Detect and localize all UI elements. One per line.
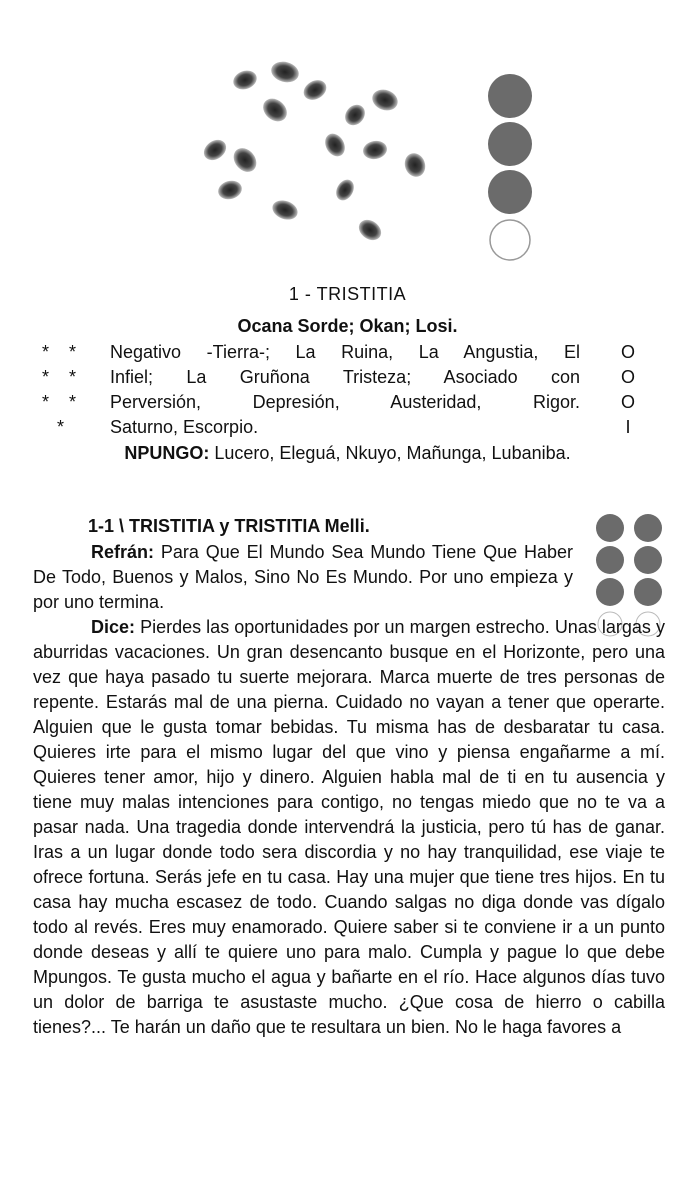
- mark-filled: [488, 122, 532, 166]
- verse-mark: I: [625, 417, 631, 437]
- section-heading: 1-1 \ TRISTITIA y TRISTITIA Melli.: [88, 516, 370, 536]
- verse-text: Perversión, Depresión, Austeridad, Rigor.: [110, 392, 580, 412]
- mark-filled: [488, 170, 532, 214]
- mark-empty: [490, 220, 530, 260]
- page-title: 1 - TRISTITIA: [288, 284, 407, 304]
- verse-line: [0, 367, 695, 393]
- dice-text: Pierdes las oportunidades por un margen estrecho. Unas largas y aburridas vacaciones. Un gran desencanto busque en el Horizonte, pero una vez que haya pasado tu suerte mejorara. Marca muerte de tres personas de repente. Estarás mal de una pierna. Cuidado no vayan a tener que operarte. Alguien que le gusta tomar bebidas. Tu misma has de desbaratar tu casa. Quieres irte para el mismo lugar del que vino y piensa engañarme a mí. Quieres tener amor, hijo y dinero. Alguien habla mal de ti en tu ausencia y tiene muy malas intenciones para contigo, no tengas miedo que no te va a pasar nada. Una tragedia donde intervendrá la justicia, pero tú has de ganar. Iras a un lugar donde todo sera discordia y no hay tranquilidad, ese viaje te ofrece fortuna. Serás jefe en tu casa. Hay una mujer que tiene tres hijos. En tu casa hay mucha escasez de todo. Cuando salgas no diga donde vas dígalo todo al revés. Eres muy enamorado. Quiere saber si te conviene ir a un punto donde deseas y allí te quiere uno para malo. Cumpla y pague lo que debe Mpungos. Te gusta mucho el agua y bañarte en el río. Hace algunos días tuvo un dolor de barriga te asustaste mucho. ¿Que cosa de hierro o cabilla tienes?... Te harán un daño que te resultara un bien. No le haga favores a: [33, 617, 665, 1037]
- mark-filled: [634, 514, 662, 542]
- verse-mark: O: [620, 367, 635, 387]
- verse-mark: O: [620, 392, 635, 412]
- npungo-text: Lucero, Eleguá, Nkuyo, Mañunga, Lubaniba.: [209, 443, 571, 463]
- mark-filled: [488, 74, 532, 118]
- verse-text: Negativo -Tierra-; La Ruina, La Angustia, El: [110, 342, 580, 362]
- refran-label: Refrán:: [91, 542, 155, 562]
- refran-text: Para Que El Mundo Sea Mundo Tiene Que Haber De Todo, Buenos y Malos, Sino No Es Mundo. Por uno empieza y por uno termina.: [33, 542, 573, 612]
- verse-line: [0, 342, 695, 368]
- dice-paragraph: [33, 615, 665, 1040]
- page-subtitle: Ocana Sorde; Okan; Losi.: [237, 316, 458, 336]
- verse-stars: *: [42, 417, 65, 437]
- verse-stars: * *: [42, 342, 77, 362]
- verse-stars: * *: [42, 367, 77, 387]
- dice-label: Dice:: [91, 617, 136, 637]
- section-body: [33, 540, 665, 1040]
- verse-stars: * *: [42, 392, 77, 412]
- npungo-label: NPUNGO:: [124, 443, 210, 463]
- refran-paragraph: [33, 540, 573, 615]
- verse-mark: O: [620, 342, 635, 362]
- odu-marks-top: [482, 70, 538, 265]
- verse-line: [0, 417, 695, 443]
- verse-text: Saturno, Escorpio.: [110, 417, 259, 437]
- mark-filled: [596, 514, 624, 542]
- verse-text: Infiel; La Gruñona Tristeza; Asociado con: [110, 367, 580, 387]
- verse-line: [0, 392, 695, 418]
- npungo-line: [0, 443, 695, 464]
- cowrie-shells-image: [185, 50, 445, 250]
